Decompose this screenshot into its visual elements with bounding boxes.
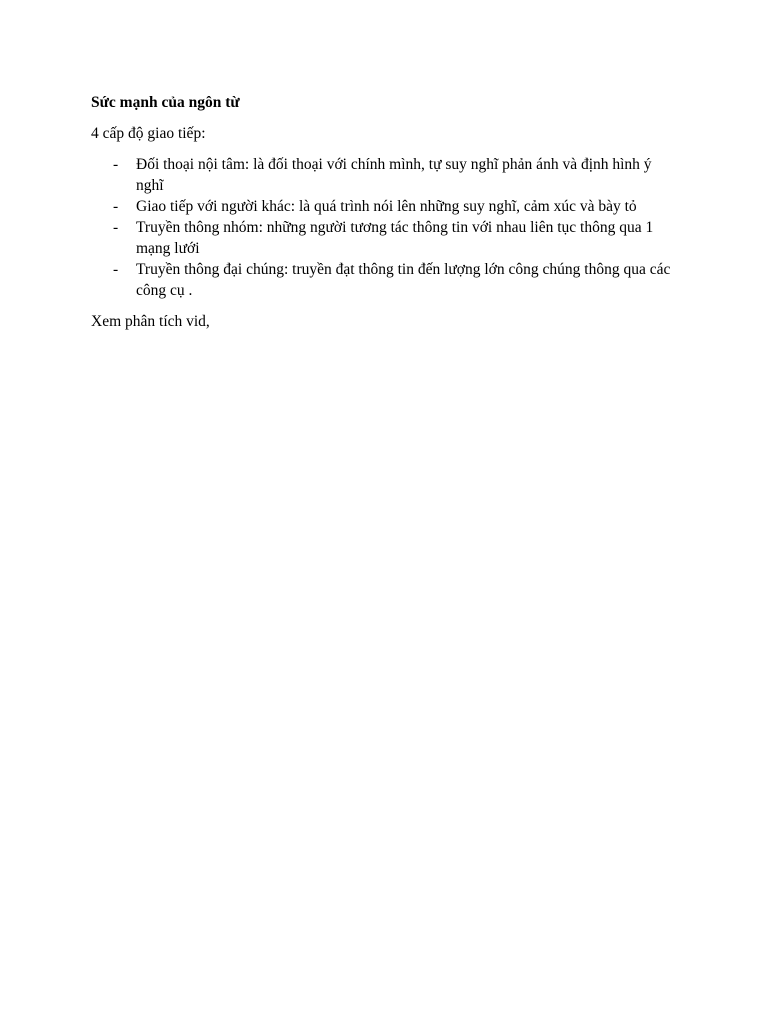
- list-item: [91, 259, 681, 301]
- list-item-text: Đối thoại nội tâm: là đối thoại với chính mình, tự suy nghĩ phản ánh và định hình ý nghĩ: [136, 156, 652, 194]
- closing-paragraph: Xem phân tích vid,: [91, 313, 210, 330]
- list-item: [91, 217, 681, 259]
- bullet-dash: -: [113, 198, 119, 215]
- document-title: Sức mạnh của ngôn từ: [91, 94, 240, 111]
- document-body: [91, 92, 681, 332]
- bullet-dash: -: [113, 156, 119, 173]
- bullet-dash: -: [113, 219, 119, 236]
- list-item: [91, 154, 681, 196]
- list-item: [91, 196, 681, 217]
- list-item-text: Truyền thông nhóm: những người tương tác thông tin với nhau liên tục thông qua 1 mạng lưới: [136, 219, 654, 257]
- bullet-dash: -: [113, 261, 119, 278]
- list-item-text: Truyền thông đại chúng: truyền đạt thông tin đến lượng lớn công chúng thông qua các công cụ .: [136, 261, 671, 299]
- intro-paragraph: 4 cấp độ giao tiếp:: [91, 125, 206, 142]
- list-item-text: Giao tiếp với người khác: là quá trình nói lên những suy nghĩ, cảm xúc và bày tỏ: [136, 198, 637, 215]
- bullet-list: [91, 154, 681, 301]
